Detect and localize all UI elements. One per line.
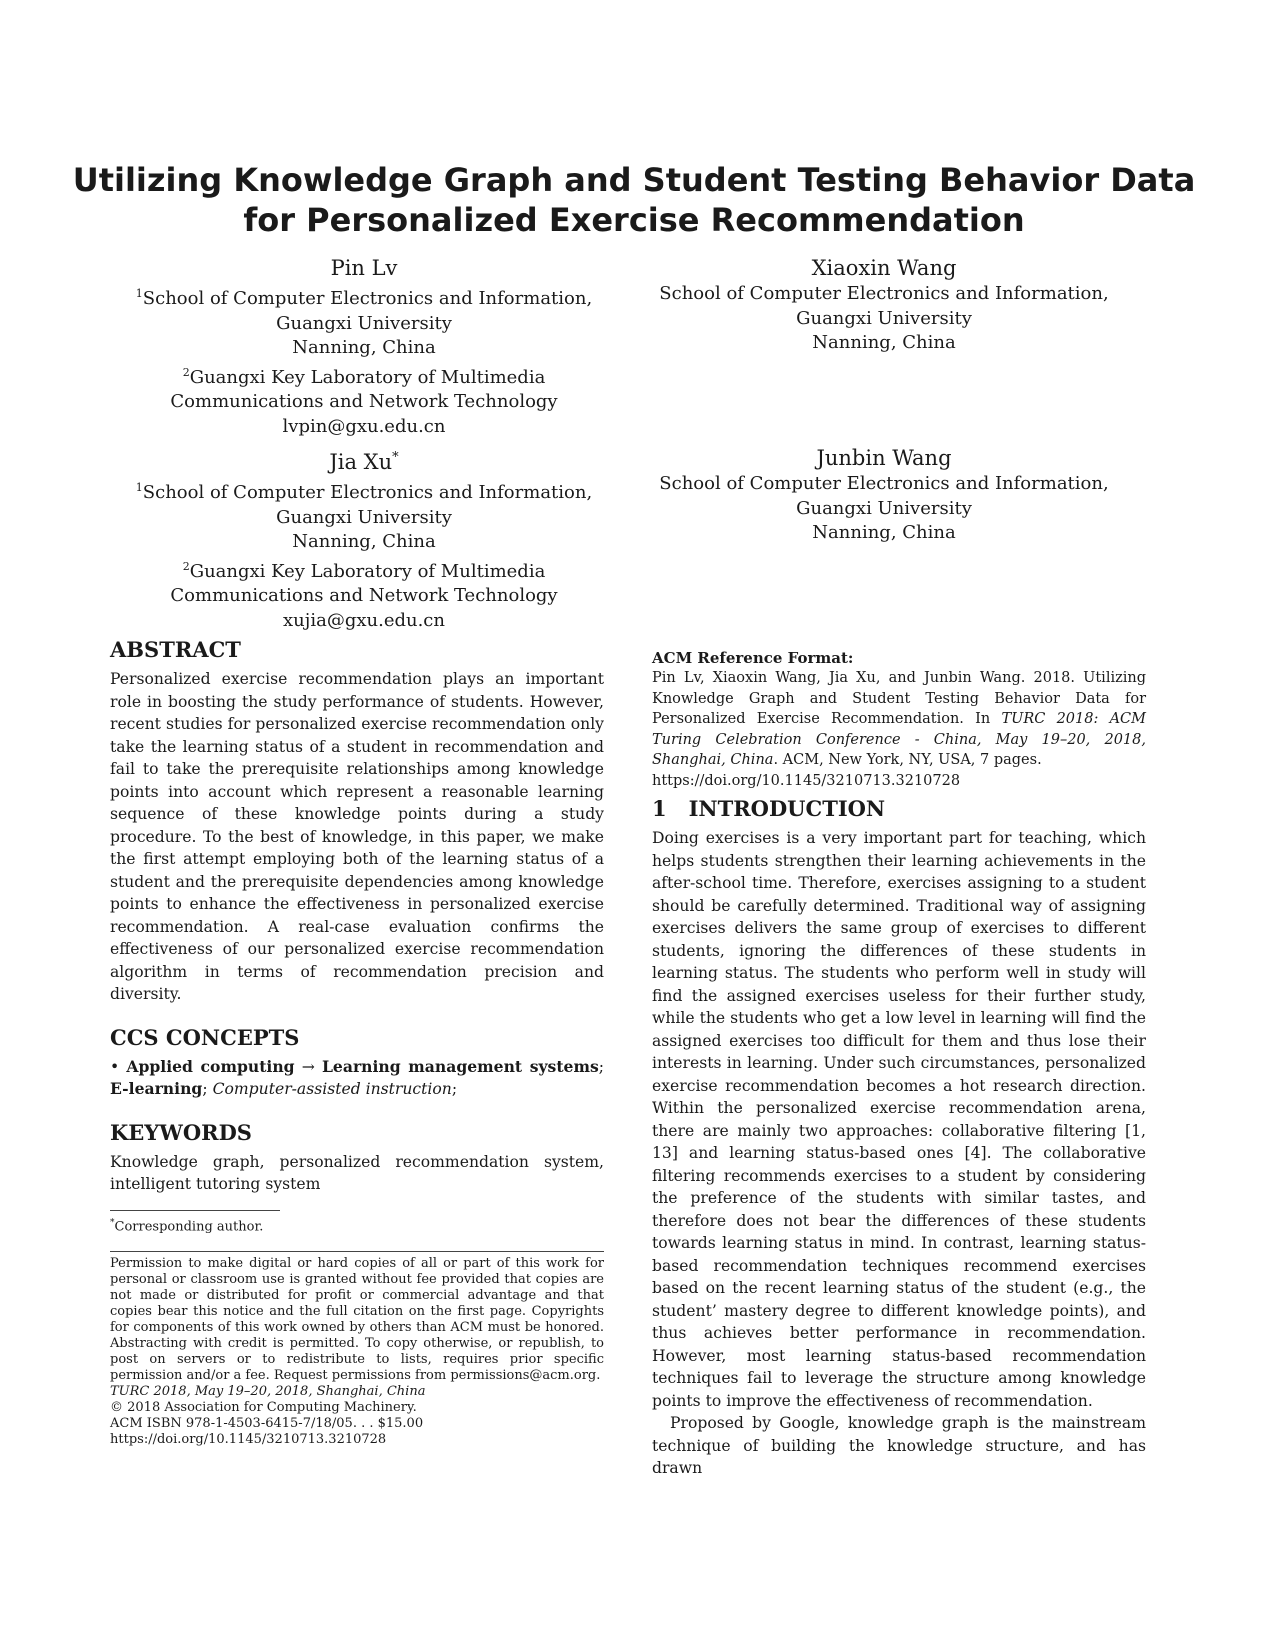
affiliation-line: Guangxi University xyxy=(276,312,452,334)
affiliation-text: Guangxi Key Laboratory of Multimedia xyxy=(189,366,546,388)
keywords-heading: KEYWORDS xyxy=(110,1119,252,1145)
paper-title xyxy=(60,160,1208,240)
ref-doi[interactable]: https://doi.org/10.1145/3210713.3210728 xyxy=(652,772,961,789)
acm-reference-text xyxy=(652,668,1146,791)
left-column xyxy=(110,636,604,1448)
ccs-applied: Applied computing xyxy=(126,1056,295,1076)
title-line-1: Utilizing Knowledge Graph and Student Testing Behavior Data xyxy=(72,161,1196,199)
separator: ; xyxy=(451,1080,458,1098)
affiliation-line: $^2$Guangxi Key Laboratory of Multimedia xyxy=(182,365,546,388)
ccs-heading: CCS CONCEPTS xyxy=(110,1024,300,1050)
permission-text: Permission to make digital or hard copies of all or part of this work for personal or classroom use is granted without fee provided that copies are not made or distributed for profit or commercial advantage and that copies bear this notice and the full citation on the first page. Copyrights for components of this work owned by others than ACM must be honored. Abstracting with credit is permitted. To copy otherwise, or republish, to post on servers or to redistribute to lists, requires prior specific permission and/or a fee. Request permissions from permissions@acm.org. xyxy=(110,1255,604,1383)
ccs-lms: Learning management systems xyxy=(321,1056,599,1076)
author-name: Junbin Wang xyxy=(816,446,952,470)
footnote-marker: * xyxy=(110,1217,115,1228)
author-name-text: Jia Xu xyxy=(329,450,393,474)
abstract-heading: ABSTRACT xyxy=(110,637,241,662)
affiliation-line: Communications and Network Technology xyxy=(170,585,558,606)
corresponding-marker: * xyxy=(392,450,399,465)
right-column xyxy=(652,648,1146,1480)
permission-block xyxy=(110,1256,604,1448)
affiliation-text: Guangxi Key Laboratory of Multimedia xyxy=(189,560,546,582)
author-block-junbin-wang xyxy=(654,444,1114,546)
section-title: INTRODUCTION xyxy=(688,796,886,821)
acm-reference-heading: ACM Reference Format: xyxy=(652,649,854,667)
affiliation-line: School of Computer Electronics and Information, xyxy=(659,473,1109,494)
affiliation-line: School of Computer Electronics and Information, xyxy=(659,283,1109,304)
footnote-rule xyxy=(110,1210,280,1211)
intro-heading xyxy=(652,795,1146,823)
keywords-text: Knowledge graph, personalized recommendation system, intelligent tutoring system xyxy=(110,1152,604,1193)
author-email[interactable]: lvpin@gxu.edu.cn xyxy=(282,415,446,437)
ccs-concepts xyxy=(110,1056,604,1101)
affiliation-line: Guangxi University xyxy=(276,506,452,528)
affiliation-line: Guangxi University xyxy=(796,497,972,519)
corresponding-footnote: *Corresponding author. xyxy=(110,1217,264,1234)
ccs-elearning: E-learning xyxy=(110,1079,203,1098)
affiliation-text: School of Computer Electronics and Information, xyxy=(142,482,593,503)
ref-rest: . ACM, New York, NY, USA, 7 pages. xyxy=(773,752,1042,768)
affiliation-text: School of Computer Electronics and Information, xyxy=(142,288,593,309)
arrow-icon: → xyxy=(301,1057,315,1076)
author-name: Xiaoxin Wang xyxy=(811,256,957,280)
affiliation-line: Nanning, China xyxy=(812,332,956,353)
ref-authors: Pin Lv, Xiaoxin Wang, Jia Xu, and Junbin Wang. 2018. Utilizing Knowledge Graph and Student Testing Behavior Data for Personalized Exercise Recommendation. In xyxy=(652,670,1146,727)
permission-rule xyxy=(110,1251,604,1252)
intro-paragraph-2: Proposed by Google, knowledge graph is the mainstream technique of building the knowledge structure, and has drawn xyxy=(652,1414,1146,1477)
intro-paragraph-1: Doing exercises is a very important part for teaching, which helps students strengthen their learning achievements in the after-school time. Therefore, exercises assigning to a student should be carefully determined. Traditional way of assigning exercises delivers the same group of exercises to different students, ignoring the differences of these students in learning status. The students who perform well in study will find the assigned exercises useless for their further study, while the students who get a low level in learning will find the assigned exercises too difficult for them and thus lose their interests in learning. Under such circumstances, personalized exercise recommendation becomes a hot research direction. Within the personalized exercise recommendation arena, there are mainly two approaches: collaborative filtering [1, 13] and learning status-based ones [4]. The collaborative filtering recommends exercises to a student by considering the preference of the students with similar tastes, and therefore does not bear the differences of these students towards learning status in mind. In contrast, learning status-based recommendation techniques recommend exercises based on the recent learning status of the student (e.g., the student’ mastery degree to different knowledge points), and thus achieves better performance in recommendation. However, most learning status-based recommendation techniques fail to leverage the structure among knowledge points to improve the effectiveness of recommendation. xyxy=(652,829,1146,1410)
author-email[interactable]: xujia@gxu.edu.cn xyxy=(283,609,445,631)
section-number: 1 xyxy=(652,796,667,821)
affiliation-line: $^1$School of Computer Electronics and Information, xyxy=(135,287,593,309)
ccs-cai: Computer-assisted instruction xyxy=(212,1080,452,1098)
affiliation-line: $^1$School of Computer Electronics and Information, xyxy=(135,481,593,503)
affiliation-line: Nanning, China xyxy=(292,337,436,358)
affiliation-line: Guangxi University xyxy=(796,307,972,329)
affiliation-line: Nanning, China xyxy=(812,522,956,543)
conference-line: TURC 2018, May 19–20, 2018, Shanghai, China xyxy=(110,1383,426,1399)
bullet: • xyxy=(110,1057,120,1076)
author-name xyxy=(134,444,594,476)
separator: ; xyxy=(598,1057,605,1076)
separator: ; xyxy=(202,1080,208,1098)
author-block-jia-xu xyxy=(134,444,594,633)
author-block-pin-lv xyxy=(134,254,594,439)
doi-line[interactable]: https://doi.org/10.1145/3210713.3210728 xyxy=(110,1431,387,1447)
affiliation-line: Nanning, China xyxy=(292,531,436,552)
ref-venue: TURC 2018: ACM Turing Celebration Conference - China, May 19–20, 2018, Shanghai, China xyxy=(652,711,1146,768)
affiliation-line: $^2$Guangxi Key Laboratory of Multimedia xyxy=(182,559,546,582)
affiliation-line: Communications and Network Technology xyxy=(170,391,558,412)
author-name: Pin Lv xyxy=(330,256,398,280)
author-block-xiaoxin-wang xyxy=(654,254,1114,356)
copyright-line: © 2018 Association for Computing Machinery. xyxy=(110,1399,417,1415)
title-line-2: for Personalized Exercise Recommendation xyxy=(243,201,1025,239)
abstract-text: Personalized exercise recommendation plays an important role in boosting the study performance of students. However, recent studies for personalized exercise recommendation only take the learning status of a student in recommendation and fail to take the prerequisite relationships among knowledge points into account which represent a reasonable learning sequence of these knowledge points during a study procedure. To the best of knowledge, in this paper, we make the first attempt employing both of the learning status of a student and the prerequisite dependencies among knowledge points to enhance the effectiveness in personalized exercise recommendation. A real-case evaluation confirms the effectiveness of our personalized exercise recommendation algorithm in terms of recommendation precision and diversity. xyxy=(110,670,604,1003)
isbn-line: ACM ISBN 978-1-4503-6415-7/18/05. . . $15.00 xyxy=(110,1415,424,1431)
